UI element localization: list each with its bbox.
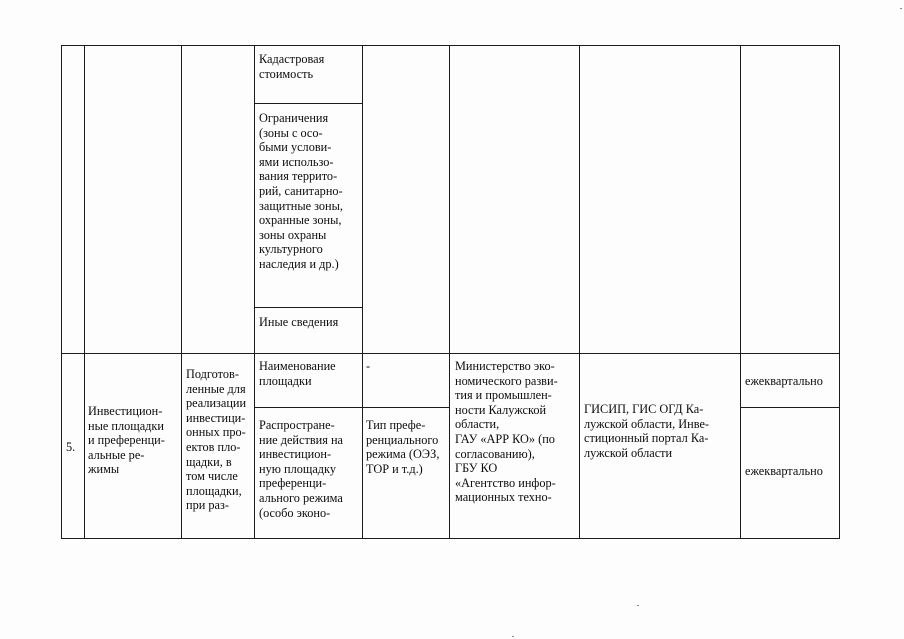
table-bottom-border <box>61 538 840 539</box>
cadastral-value-cell: Кадастровая стоимость <box>259 52 325 81</box>
scan-speck <box>637 605 639 606</box>
other-info-cell: Иные сведения <box>259 315 339 329</box>
information-systems: ГИСИП, ГИС ОГД Ка- лужской области, Инве- стиционный портал Ка- лужской области <box>584 402 710 460</box>
column-divider <box>579 45 580 539</box>
column-divider <box>61 45 62 539</box>
attribute-preference-regime: Распростране- ние действия на инвестицион- ную площадку преференци- ального режима (особо эконо- <box>259 418 343 520</box>
column-divider <box>254 45 255 539</box>
row-divider <box>254 307 362 308</box>
update-frequency: ежеквартально <box>745 464 823 478</box>
attribute-site-name-value: - <box>366 359 371 373</box>
scan-speck <box>900 8 902 9</box>
responsible-organizations: Министерство эко- номического разви- тия и промышлен- ности Калужской области, ГАУ «АРР КО» (по согласованию), ГБУ КО «Агентство инфор- мационных техно- <box>455 359 558 505</box>
row-divider <box>61 353 840 354</box>
attribute-preference-regime-value: Тип префе- ренциального режима (ОЭЗ, ТОР и т.д.) <box>366 418 440 476</box>
update-frequency: ежеквартально <box>745 374 823 388</box>
row-divider <box>254 407 449 408</box>
column-divider <box>449 45 450 539</box>
restrictions-cell: Ограничения (зоны с осо- быми услови- ями использо- вания террито- рий, санитарно- защитные зоны, охранные зоны, зоны охраны культурного наследия и др.) <box>259 111 343 271</box>
row-number: 5. <box>66 440 76 454</box>
row-divider <box>254 103 362 104</box>
column-divider <box>84 45 85 539</box>
column-divider <box>740 45 741 539</box>
column-divider <box>181 45 182 539</box>
column-divider <box>362 45 363 539</box>
row-divider <box>740 407 840 408</box>
scan-speck <box>512 636 514 637</box>
item-description: Подготов- ленные для реализации инвестици- онных про- ектов пло- щадки, в том числе площадки, при раз- <box>186 367 247 513</box>
item-name: Инвестицион- ные площадки и преференци- альные ре- жимы <box>88 404 165 477</box>
attribute-site-name: Наименование площадки <box>259 359 336 388</box>
table-top-border <box>61 45 840 46</box>
